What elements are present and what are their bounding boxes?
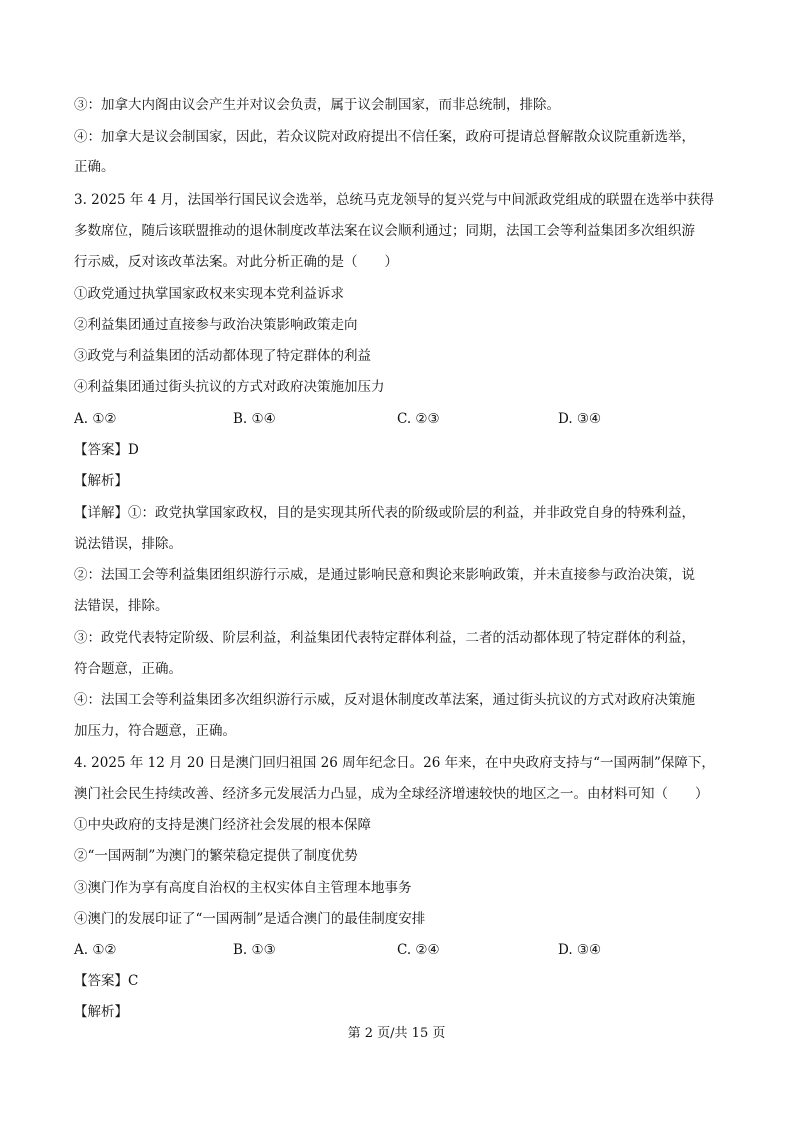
page-footer: 第 2 页/共 15 页 xyxy=(347,1026,446,1041)
question-3-analysis: 说法错误，排除。 xyxy=(74,536,182,552)
text-line: ③：加拿大内阁由议会产生并对议会负责，属于议会制国家，而非总统制，排除。 xyxy=(74,97,560,113)
question-4-analysis-heading: 【解析】 xyxy=(74,1004,128,1020)
question-3-analysis: 加压力，符合题意，正确。 xyxy=(74,723,236,739)
question-3-stem: 多数席位，随后该联盟推动的退休制度改革法案在议会顺利通过；同期，法国工会等利益集团多次组织游 xyxy=(74,223,695,239)
question-3-option-b: B. ①④ xyxy=(233,411,276,427)
question-3-analysis: 符合题意，正确。 xyxy=(74,661,182,677)
question-4-statement: ③澳门作为享有高度自治权的主权实体自主管理本地事务 xyxy=(74,880,412,896)
question-3-answer: 【答案】D xyxy=(74,442,139,458)
question-3-stem: 行示威，反对该改革法案。对此分析正确的是（ ） xyxy=(74,254,398,270)
question-4-statement: ②“一国两制”为澳门的繁荣稳定提供了制度优势 xyxy=(74,848,358,864)
question-3-statement: ①政党通过执掌国家政权来实现本党利益诉求 xyxy=(74,286,344,302)
question-3-analysis: 法错误，排除。 xyxy=(74,598,169,614)
question-4-option-b: B. ①③ xyxy=(233,942,276,958)
text-line: 正确。 xyxy=(74,159,115,175)
text-line: ④：加拿大是议会制国家，因此，若众议院对政府提出不信任案，政府可提请总督解散众议院重新选举， xyxy=(74,129,695,145)
question-3-analysis: ③：政党代表特定阶级、阶层利益，利益集团代表特定群体利益，二者的活动都体现了特定群体的利益， xyxy=(74,630,695,646)
question-3-stem: 3. 2025 年 4 月，法国举行国民议会选举，总统马克龙领导的复兴党与中间派政党组成的联盟在选举中获得 xyxy=(74,192,714,208)
question-4-option-d: D. ③④ xyxy=(558,942,602,958)
question-3-option-c: C. ②③ xyxy=(397,411,440,427)
question-3-analysis: ④：法国工会等利益集团多次组织游行示威，反对退休制度改革法案，通过街头抗议的方式对政府决策施 xyxy=(74,692,695,708)
question-4-option-c: C. ②④ xyxy=(397,942,440,958)
question-3-analysis: 【详解】①：政党执掌国家政权，目的是实现其所代表的阶级或阶层的利益，并非政党自身的特殊利益， xyxy=(74,505,695,521)
question-4-stem: 4. 2025 年 12 月 20 日是澳门回归祖国 26 周年纪念日。26 年来，在中央政府支持与“一国两制”保障下， xyxy=(74,755,715,771)
question-4-statement: ④澳门的发展印证了“一国两制”是适合澳门的最佳制度安排 xyxy=(74,911,426,927)
question-3-option-d: D. ③④ xyxy=(558,411,602,427)
question-3-analysis: ②：法国工会等利益集团组织游行示威，是通过影响民意和舆论来影响政策，并未直接参与政治决策，说 xyxy=(74,567,695,583)
question-3-statement: ②利益集团通过直接参与政治决策影响政策走向 xyxy=(74,317,358,333)
question-3-statement: ④利益集团通过街头抗议的方式对政府决策施加压力 xyxy=(74,379,385,395)
question-3-statement: ③政党与利益集团的活动都体现了特定群体的利益 xyxy=(74,348,371,364)
question-3-analysis-heading: 【解析】 xyxy=(74,473,128,489)
question-4-option-a: A. ①② xyxy=(74,942,117,958)
question-4-statement: ①中央政府的支持是澳门经济社会发展的根本保障 xyxy=(74,817,371,833)
question-4-stem: 澳门社会民生持续改善、经济多元发展活力凸显，成为全球经济增速较快的地区之一。由材料可知（ ） xyxy=(74,786,709,802)
question-4-answer: 【答案】C xyxy=(74,973,139,989)
question-3-option-a: A. ①② xyxy=(74,411,117,427)
